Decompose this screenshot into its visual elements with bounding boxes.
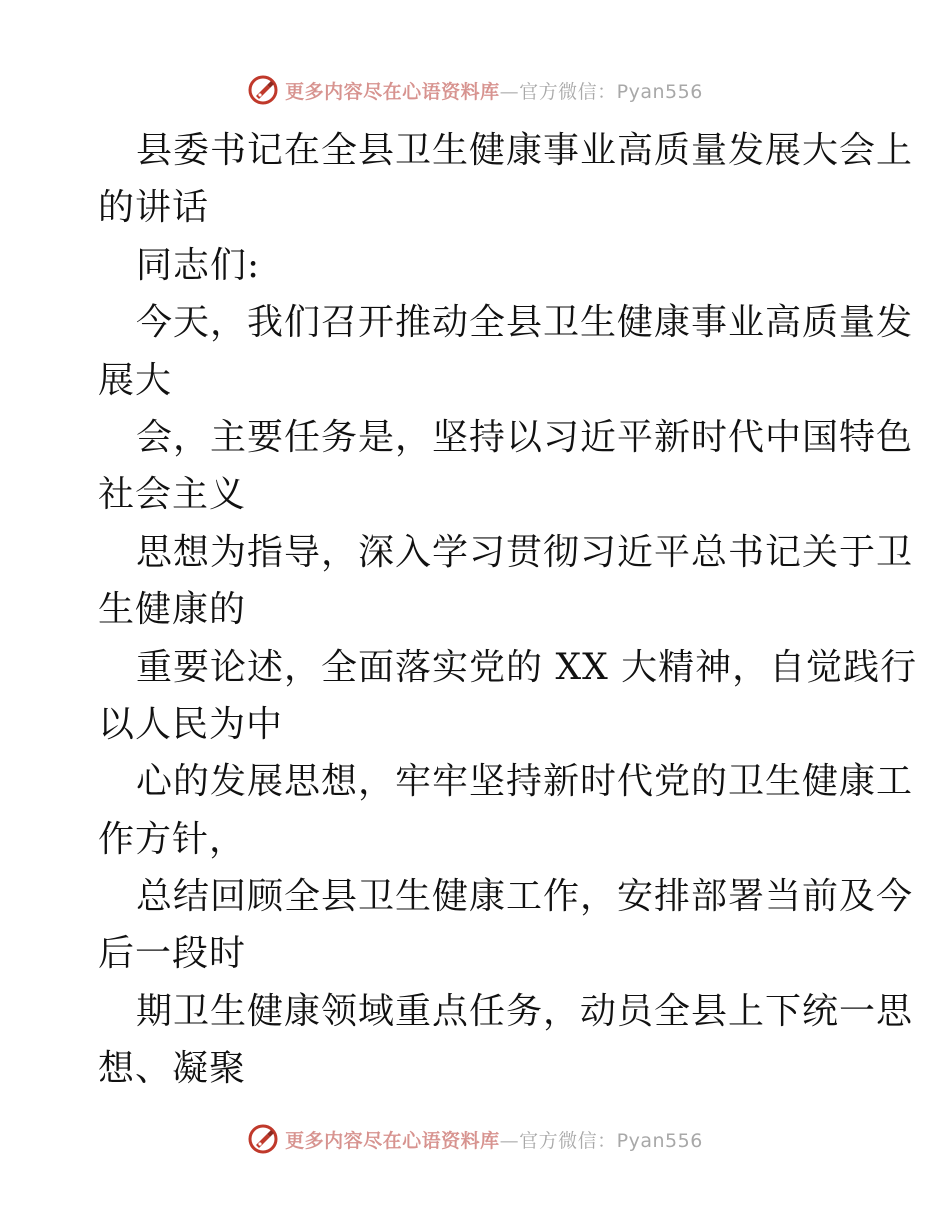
text-line: 以人民为中	[98, 703, 284, 745]
text-line: 同志们:	[136, 244, 261, 286]
header-watermark	[0, 70, 950, 110]
text-line: 生健康的	[98, 589, 247, 631]
text-line: 社会主义	[98, 474, 247, 516]
text-line: 思想为指导，深入学习贯彻习近平总书记关于卫	[136, 531, 914, 573]
text-line: 总结回顾全县卫生健康工作，安排部署当前及今	[136, 876, 914, 918]
text-line: 的讲话	[98, 187, 210, 229]
watermark-separator: —	[499, 1129, 520, 1152]
text-line: 后一段时	[98, 933, 247, 975]
text-line: 期卫生健康领域重点任务，动员全县上下统一思	[136, 990, 914, 1032]
text-line: 今天，我们召开推动全县卫生健康事业高质量发	[136, 302, 914, 344]
text-line: 想、凝聚	[98, 1048, 247, 1090]
watermark-separator: —	[499, 80, 520, 103]
watermark-text	[285, 77, 703, 104]
text-line: 作方针，	[98, 818, 247, 860]
footer-watermark	[0, 1119, 950, 1159]
watermark-contact: 官方微信：Pyan556	[519, 1129, 703, 1152]
watermark-contact: 官方微信：Pyan556	[519, 80, 703, 103]
text-line: 会，主要任务是，坚持以习近平新时代中国特色	[136, 416, 914, 458]
pen-nib-logo-icon	[247, 1123, 279, 1155]
watermark-text	[285, 1126, 703, 1153]
document-body	[98, 122, 918, 1098]
text-line: 心的发展思想，牢牢坚持新时代党的卫生健康工	[136, 761, 914, 803]
text-line: 县委书记在全县卫生健康事业高质量发展大会上	[136, 130, 914, 171]
watermark-brand: 更多内容尽在心语资料库	[285, 80, 500, 103]
watermark-brand: 更多内容尽在心语资料库	[285, 1129, 500, 1152]
pen-nib-logo-icon	[247, 74, 279, 106]
text-line: 重要论述，全面落实党的 XX 大精神，自觉践行	[136, 646, 918, 688]
text-line: 展大	[98, 359, 173, 401]
